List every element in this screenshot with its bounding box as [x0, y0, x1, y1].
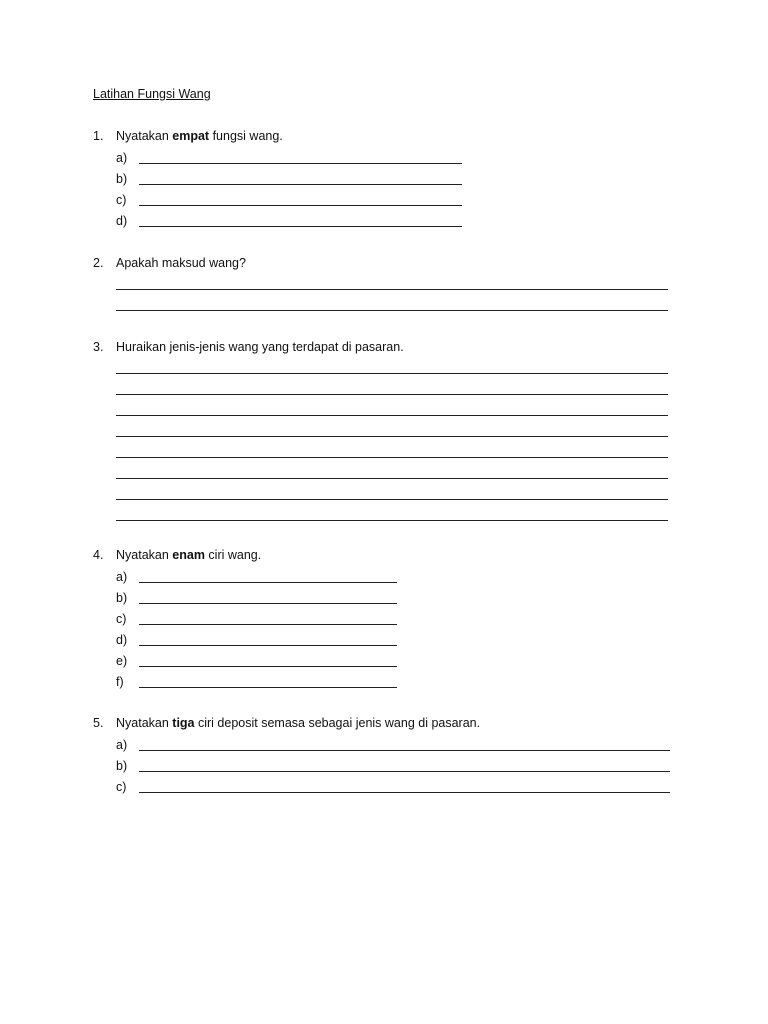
answer-line[interactable] — [116, 394, 668, 395]
option-label: c) — [116, 780, 127, 794]
answer-blank[interactable] — [139, 792, 670, 793]
answer-blank[interactable] — [139, 582, 397, 583]
question-text: Huraikan jenis-jenis wang yang terdapat di pasaran. — [116, 340, 404, 354]
answer-line[interactable] — [116, 310, 668, 311]
question-text: Nyatakan empat fungsi wang. — [116, 129, 283, 143]
answer-blank[interactable] — [139, 687, 397, 688]
answer-blank[interactable] — [139, 645, 397, 646]
option-label: a) — [116, 151, 128, 165]
option-label: b) — [116, 759, 128, 773]
answer-line[interactable] — [116, 478, 668, 479]
worksheet-title: Latihan Fungsi Wang — [93, 87, 211, 101]
option-label: c) — [116, 193, 127, 207]
question-text: Apakah maksud wang? — [116, 256, 246, 270]
option-label: d) — [116, 214, 128, 228]
option-label: a) — [116, 738, 128, 752]
option-label: d) — [116, 633, 128, 647]
answer-line[interactable] — [116, 457, 668, 458]
answer-blank[interactable] — [139, 163, 462, 164]
question-number: 4. — [93, 548, 104, 562]
answer-blank[interactable] — [139, 205, 462, 206]
question-number: 1. — [93, 129, 104, 143]
answer-line[interactable] — [116, 520, 668, 521]
question-text: Nyatakan enam ciri wang. — [116, 548, 262, 562]
answer-line[interactable] — [116, 415, 668, 416]
option-label: b) — [116, 591, 128, 605]
question-text: Nyatakan tiga ciri deposit semasa sebagai jenis wang di pasaran. — [116, 716, 481, 730]
answer-line[interactable] — [116, 499, 668, 500]
question-number: 2. — [93, 256, 104, 270]
answer-blank[interactable] — [139, 603, 397, 604]
answer-blank[interactable] — [139, 666, 397, 667]
option-label: a) — [116, 570, 128, 584]
option-label: c) — [116, 612, 127, 626]
answer-blank[interactable] — [139, 184, 462, 185]
answer-line[interactable] — [116, 436, 668, 437]
question-number: 5. — [93, 716, 104, 730]
answer-blank[interactable] — [139, 624, 397, 625]
answer-line[interactable] — [116, 373, 668, 374]
answer-blank[interactable] — [139, 750, 670, 751]
option-label: b) — [116, 172, 128, 186]
answer-blank[interactable] — [139, 226, 462, 227]
question-number: 3. — [93, 340, 104, 354]
option-label: e) — [116, 654, 128, 668]
answer-blank[interactable] — [139, 771, 670, 772]
option-label: f) — [116, 675, 124, 689]
answer-line[interactable] — [116, 289, 668, 290]
